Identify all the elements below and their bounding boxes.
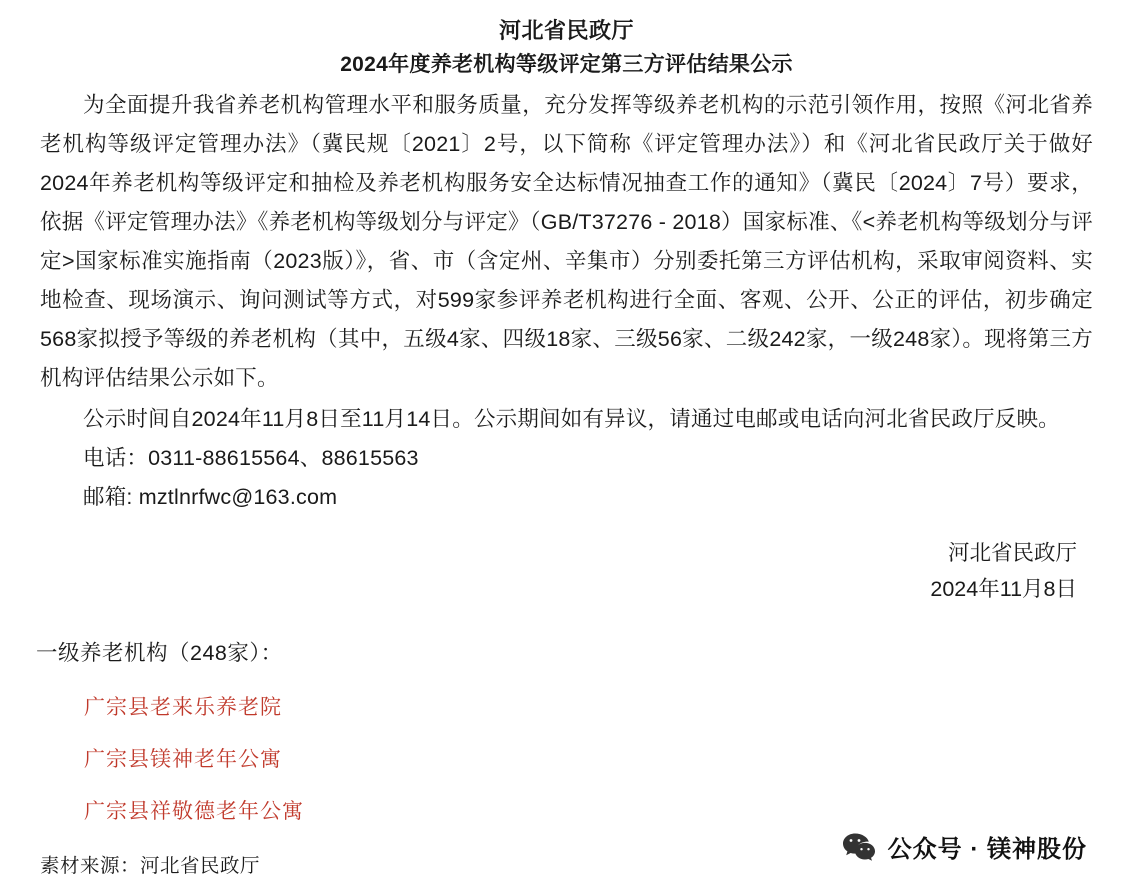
body-paragraph-2: 公示时间自2024年11月8日至11月14日。公示期间如有异议，请通过电邮或电话向河北省民政厅反映。	[83, 407, 1060, 431]
contact-email: 邮箱: mztlnrfwc@163.com	[83, 485, 338, 509]
list-item: 广宗县老来乐养老院	[84, 696, 282, 719]
document-title-block	[40, 14, 1093, 82]
page-title: 河北省民政厅	[498, 18, 634, 43]
wechat-badge-label: 公众号 · 镁神股份	[887, 836, 1087, 863]
wechat-badge	[842, 829, 1087, 864]
signature-issuer: 河北省民政厅	[947, 541, 1077, 565]
body-paragraph-1: 为全面提升我省养老机构管理水平和服务质量，充分发挥等级养老机构的示范引领作用，按照《河北省养老机构等级评定管理办法》（冀民规〔2021〕2号，以下简称《评定管理办法》）和《河北省民政厅关于做好2024年养老机构等级评定和抽检及养老机构服务安全达标情况抽查工作的通知》（冀民〔2024〕7号）要求，依据《评定管理办法》《养老机构等级划分与评定》（GB/T37276 - 2018）国家标准、《<养老机构等级划分与评定>国家标准实施指南（2023版）》，省、市（含定州、辛集市）分别委托第三方评估机构，采取审阅资料、实地检查、现场演示、询问测试等方式，对599家参评养老机构进行全面、客观、公开、公正的评估，初步确定568家拟授予等级的养老机构（其中，五级4家、四级18家、三级56家、二级242家，一级248家）。现将第三方机构评估结果公示如下。	[40, 93, 1093, 390]
signature-date: 2024年11月8日	[930, 577, 1077, 601]
organization-list	[40, 693, 1093, 827]
section-heading-level-one: 一级养老机构（248家）：	[36, 641, 283, 665]
page-subtitle: 2024年度养老机构等级评定第三方评估结果公示	[340, 53, 793, 76]
source-line: 素材来源：河北省民政厅	[40, 855, 261, 877]
signature-block	[40, 535, 1093, 607]
list-item: 广宗县镁神老年公寓	[84, 748, 282, 771]
list-item: 广宗县祥敬德老年公寓	[84, 800, 304, 823]
wechat-icon	[842, 832, 876, 862]
contact-phone: 电话：0311-88615564、88615563	[83, 446, 419, 470]
